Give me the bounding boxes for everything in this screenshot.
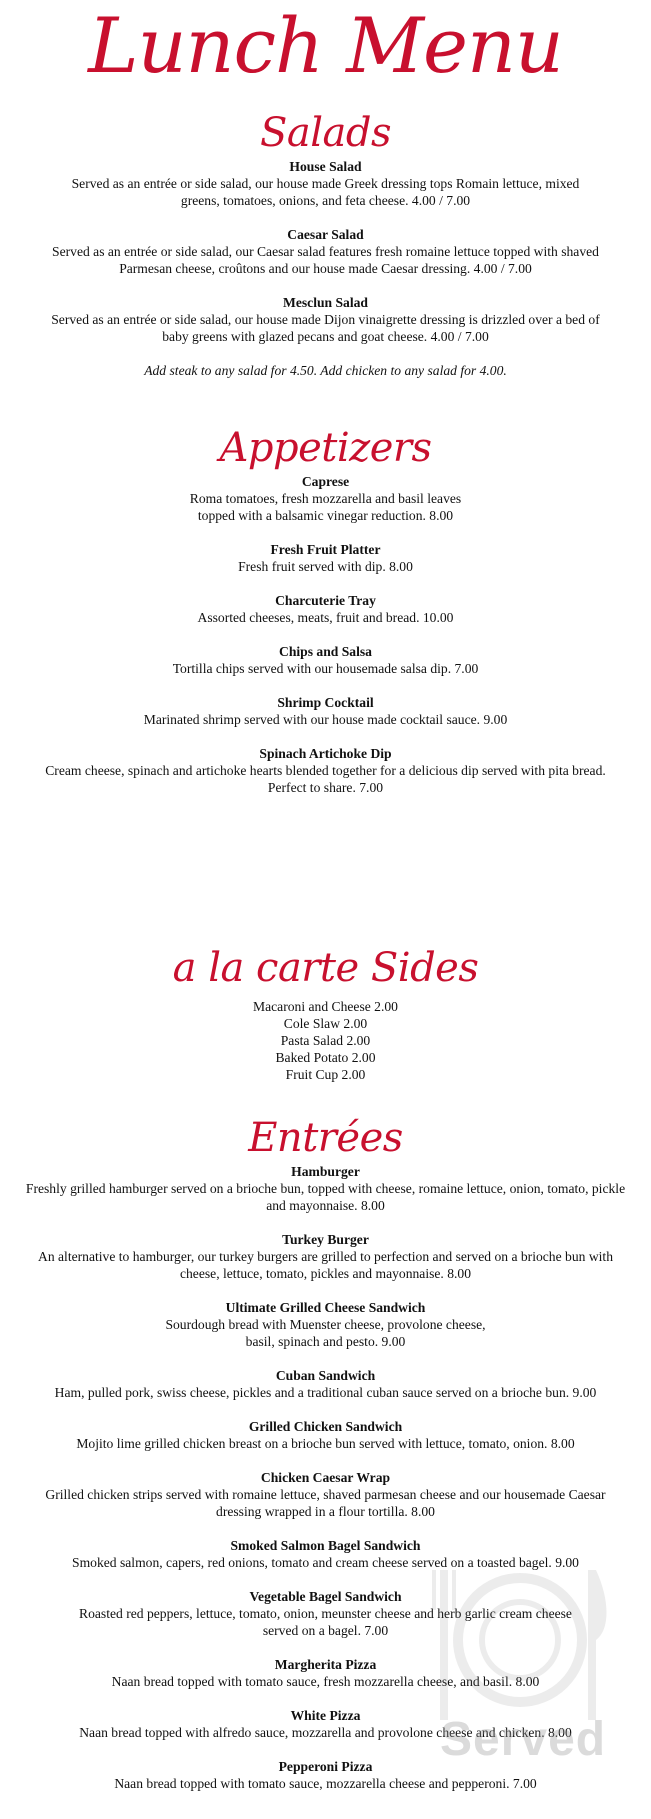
menu-item bbox=[20, 745, 631, 796]
item-name: Pepperoni Pizza bbox=[278, 1759, 373, 1774]
item-description: Marinated shrimp served with our house made cocktail sauce. 9.00 bbox=[143, 712, 508, 727]
menu-item bbox=[20, 226, 631, 277]
menu-item bbox=[20, 541, 631, 575]
item-description: Served as an entrée or side salad, our house made Dijon vinaigrette dressing is drizzled over a bed of baby greens with glazed pecans and goat cheese. 4.00 / 7.00 bbox=[51, 312, 600, 344]
entrees-heading: Entrées bbox=[248, 1115, 403, 1161]
appetizers-section bbox=[20, 473, 631, 813]
menu-item bbox=[20, 473, 631, 524]
menu-item bbox=[20, 592, 631, 626]
salads-section bbox=[20, 158, 631, 379]
watermark-text: Served bbox=[440, 1713, 607, 1766]
menu-item bbox=[20, 158, 631, 209]
item-name: Turkey Burger bbox=[282, 1232, 369, 1247]
side-item: Fruit Cup 2.00 bbox=[285, 1067, 366, 1082]
item-name: Fresh Fruit Platter bbox=[270, 542, 381, 557]
item-description: Served as an entrée or side salad, our house made Greek dressing tops Romain lettuce, mixed greens, tomatoes, onions, and feta cheese. 4.00 / 7.00 bbox=[71, 176, 580, 208]
side-item: Pasta Salad 2.00 bbox=[280, 1033, 371, 1048]
item-name: Chips and Salsa bbox=[279, 644, 372, 659]
salad-addon-note: Add steak to any salad for 4.50. Add chicken to any salad for 4.00. bbox=[144, 363, 507, 378]
item-name: Hamburger bbox=[291, 1164, 360, 1179]
item-name: Smoked Salmon Bagel Sandwich bbox=[230, 1538, 421, 1553]
item-name: Mesclun Salad bbox=[283, 295, 368, 310]
item-name: Ultimate Grilled Cheese Sandwich bbox=[225, 1300, 426, 1315]
item-description: Naan bread topped with alfredo sauce, mozzarella and provolone cheese and chicken. 8.00 bbox=[79, 1725, 572, 1740]
menu-item bbox=[20, 643, 631, 677]
salads-heading: Salads bbox=[259, 110, 392, 156]
item-description: Roma tomatoes, fresh mozzarella and basil leaves topped with a balsamic vinegar reduction. 8.00 bbox=[189, 491, 462, 523]
item-description: Freshly grilled hamburger served on a brioche bun, topped with cheese, romaine lettuce, onion, tomato, pickle and mayonnaise. 8.00 bbox=[25, 1181, 626, 1213]
item-description: Naan bread topped with tomato sauce, mozzarella cheese and pepperoni. 7.00 bbox=[114, 1776, 537, 1791]
item-description: Roasted red peppers, lettuce, tomato, onion, meunster cheese and herb garlic cream cheese served on a bagel. 7.00 bbox=[79, 1606, 572, 1638]
item-name: Cuban Sandwich bbox=[275, 1368, 376, 1383]
menu-item bbox=[20, 1418, 631, 1452]
item-description: Ham, pulled pork, swiss cheese, pickles and a traditional cuban sauce served on a brioche bun. 9.00 bbox=[54, 1385, 597, 1400]
item-name: White Pizza bbox=[290, 1708, 361, 1723]
item-name: Margherita Pizza bbox=[274, 1657, 377, 1672]
item-description: Tortilla chips served with our housemade salsa dip. 7.00 bbox=[172, 661, 479, 676]
item-name: House Salad bbox=[289, 159, 362, 174]
item-description: An alternative to hamburger, our turkey burgers are grilled to perfection and served on a brioche bun with cheese, lettuce, tomato, pickles and mayonnaise. 8.00 bbox=[38, 1249, 613, 1281]
item-name: Caprese bbox=[301, 474, 350, 489]
menu-item bbox=[20, 1367, 631, 1401]
sides-section bbox=[20, 998, 631, 1083]
appetizers-heading: Appetizers bbox=[219, 425, 432, 471]
item-description: Cream cheese, spinach and artichoke hearts blended together for a delicious dip served with pita bread. Perfect to share. 7.00 bbox=[45, 763, 606, 795]
item-name: Grilled Chicken Sandwich bbox=[248, 1419, 403, 1434]
menu-item bbox=[20, 1163, 631, 1214]
menu-item bbox=[20, 1231, 631, 1282]
side-item: Cole Slaw 2.00 bbox=[283, 1016, 368, 1031]
item-name: Vegetable Bagel Sandwich bbox=[249, 1589, 402, 1604]
page-title: Lunch Menu bbox=[88, 1, 563, 90]
menu-item bbox=[20, 294, 631, 345]
item-name: Charcuterie Tray bbox=[275, 593, 376, 608]
item-name: Chicken Caesar Wrap bbox=[260, 1470, 391, 1485]
item-name: Caesar Salad bbox=[287, 227, 364, 242]
item-description: Sourdough bread with Muenster cheese, provolone cheese, basil, spinach and pesto. 9.00 bbox=[165, 1317, 486, 1349]
side-item: Macaroni and Cheese 2.00 bbox=[253, 999, 398, 1014]
item-description: Assorted cheeses, meats, fruit and bread. 10.00 bbox=[197, 610, 454, 625]
sides-heading: a la carte Sides bbox=[172, 945, 479, 991]
item-description: Naan bread topped with tomato sauce, fresh mozzarella cheese, and basil. 8.00 bbox=[111, 1674, 540, 1689]
item-description: Mojito lime grilled chicken breast on a brioche bun served with lettuce, tomato, onion. 8.00 bbox=[76, 1436, 575, 1451]
menu-item bbox=[20, 1469, 631, 1520]
item-name: Shrimp Cocktail bbox=[277, 695, 374, 710]
item-description: Smoked salmon, capers, red onions, tomato and cream cheese served on a toasted bagel. 9.00 bbox=[72, 1555, 579, 1570]
menu-item bbox=[20, 1299, 631, 1350]
item-description: Fresh fruit served with dip. 8.00 bbox=[238, 559, 413, 574]
item-name: Spinach Artichoke Dip bbox=[259, 746, 392, 761]
item-description: Served as an entrée or side salad, our Caesar salad features fresh romaine lettuce topped with shaved Parmesan cheese, croûtons and our house made Caesar dressing. 4.00 / 7.00 bbox=[52, 244, 599, 276]
menu-item bbox=[20, 694, 631, 728]
item-description: Grilled chicken strips served with romaine lettuce, shaved parmesan cheese and our housemade Caesar dressing wrapped in a flour tortilla. 8.00 bbox=[45, 1487, 606, 1519]
side-item: Baked Potato 2.00 bbox=[275, 1050, 376, 1065]
